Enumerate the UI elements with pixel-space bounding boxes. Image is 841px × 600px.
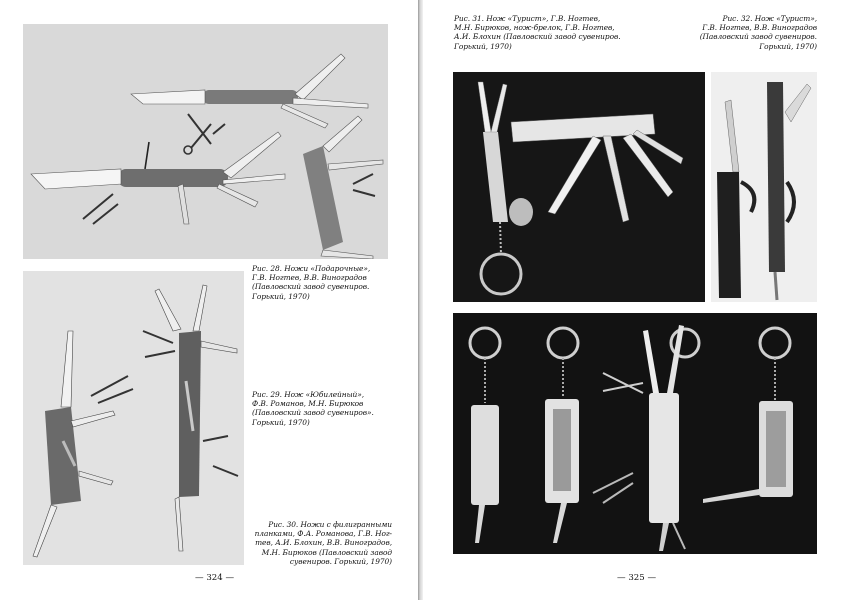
pocket-knives-photo-icon (23, 24, 388, 259)
figure-29-30-photo (23, 271, 244, 565)
figure-32-caption: Рис. 32. Нож «Турист», Г.В. Ногтев, В.В. Виноградов (Павловский завод сувениров. Горький, 1970) (699, 14, 817, 51)
figure-29-caption: Рис. 29. Нож «Юбилейный», Ф.В. Романов, М.Н. Бирюков (Павловский завод сувениров». Горький, 1970) (252, 390, 374, 427)
figure-33-photo (453, 313, 817, 554)
tourist-knife-photo-icon (711, 72, 817, 302)
page-number-right: — 325 — (617, 573, 657, 583)
page-number-left: — 324 — (195, 573, 235, 583)
figure-28-photo (23, 24, 388, 259)
keychain-knives-row-photo-icon (453, 313, 817, 554)
figure-28-caption: Рис. 28. Ножи «Подарочные», Г.В. Ногтев, В.В. Виноградов (Павловский завод сувениров. Горький, 1970) (252, 264, 371, 301)
figure-31-photo (453, 72, 705, 302)
pocket-knives-photo-icon (23, 271, 244, 565)
figure-32-photo (711, 72, 817, 302)
left-page (0, 0, 418, 600)
figure-31-caption: Рис. 31. Нож «Турист», Г.В. Ногтев, М.Н. Бирюков, нож-брелок, Г.В. Ногтев, А.И. Блохин (Павловский завод сувениров. Горький, 1970) (454, 14, 621, 51)
keychain-knife-photo-icon (453, 72, 705, 302)
right-page (423, 0, 841, 600)
figure-30-caption: Рис. 30. Ножи с филигранными планками, Ф.А. Романова, Г.В. Ног- тев, А.И. Блохин, В.В. Виноградов, М.Н. Бирюков (Павловский завод сувениров. Горький, 1970) (254, 520, 392, 566)
